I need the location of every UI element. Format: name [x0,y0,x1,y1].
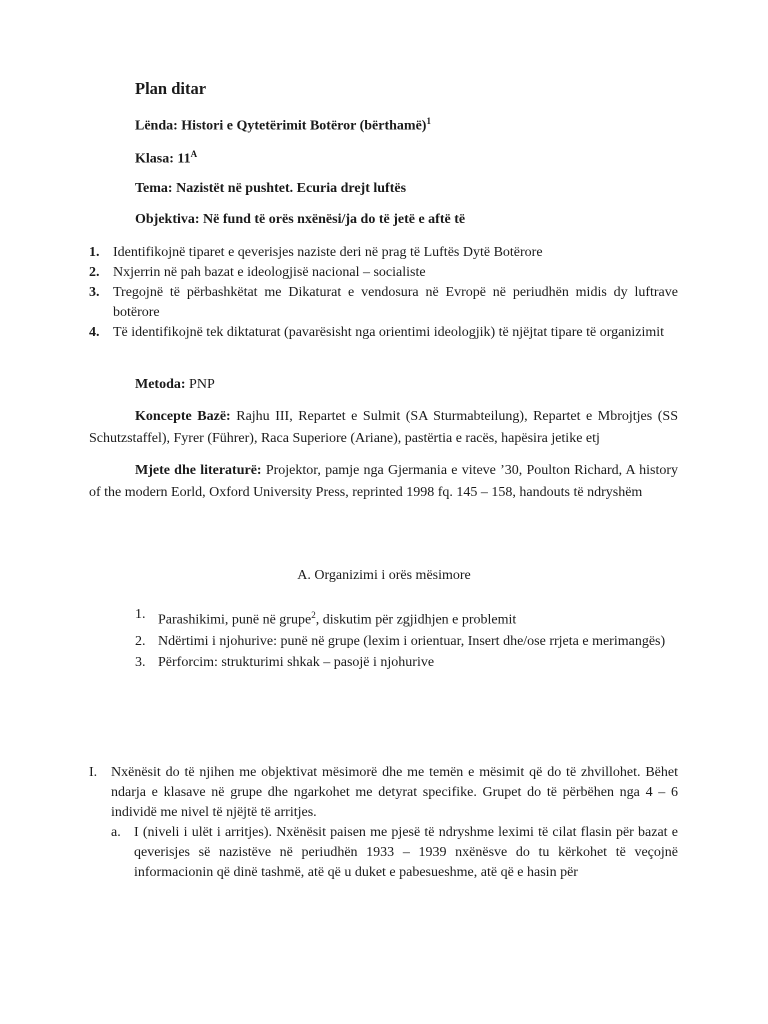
list-item [89,323,678,343]
method-text: PNP [185,377,215,392]
class-superscript: A [190,149,198,159]
item-text: Përforcim: strukturimi shkak – pasojë i njohurive [158,654,435,670]
item-letter: a. [111,825,121,840]
list-item [135,605,678,631]
item-number: 2. [135,633,146,649]
item-number: 4. [89,325,100,340]
concepts-text: Rajhu III, Repartet e Sulmit (SA Sturmabteilung), Repartet e Mbrojtjes (SS Schutzstaffel), Fyrer (Führer), Raca Superiore (Ariane), pastërtia e racës, hapësira jetike etj [89,409,678,446]
resources-label: Mjete dhe literaturë: [135,463,262,478]
item-text-rest: , diskutim për zgjidhjen e problemit [315,612,517,628]
list-item [89,243,678,263]
item-text: Parashikimi, punë në grupe [158,612,312,628]
footnote-ref: 2 [311,610,316,620]
concepts-label: Koncepte Bazë: [135,409,231,424]
activity-list [89,763,678,883]
objectives-list [89,243,678,343]
subject-footnote-ref: 1 [426,116,431,126]
class-line [135,149,197,168]
item-text: Nxjerrin në pah bazat e ideologjisë nacional – socialiste [113,265,426,280]
item-number: 1. [89,245,100,260]
concepts-paragraph [89,406,678,450]
class-text: Klasa: 11 [135,151,191,167]
item-text: Identifikojnë tiparet e qeverisjes naziste deri në prag të Luftës Dytë Botërore [113,245,543,260]
page-title: Plan ditar [135,79,207,98]
subject-line [135,116,431,135]
sub-list-item [111,823,678,883]
subject-text: Lënda: Histori e Qytetërimit Botëror (bërthamë) [135,118,427,134]
item-text: Nxënësit do të njihen me objektivat mësimorë dhe me temën e mësimit që do të zhvillohet. Bëhet ndarja e klasave në grupe dhe ngarkohet me detyrat specifike. Grupet do të përbëhen nga 4 – 6 individë me nivel të njëjtë të arritjes. [111,765,678,820]
list-item [89,283,678,323]
section-heading: A. Organizimi i orës mësimore [297,568,471,583]
objectives-heading: Objektiva: Në fund të orës nxënësi/ja do të jetë e aftë të [135,212,466,227]
item-number: I. [89,765,98,780]
resources-text: Projektor, pamje nga Gjermania e viteve ’30, Poulton Richard, A history of the modern Eorld, Oxford University Press, reprinted 1998 fq. 145 – 158, handouts të ndryshëm [89,463,678,500]
organization-list [135,605,678,674]
item-number: 2. [89,265,100,280]
list-item [89,263,678,283]
item-number: 3. [135,654,146,670]
method-line [135,374,678,396]
list-item [89,763,678,883]
item-text: I (niveli i ulët i arritjes). Nxënësit paisen me pjesë të ndryshme leximi të cilat flasin për bazat e qeverisjes së nazistëve në periudhën 1933 – 1939 nxënësve do tu kërkohet të veçojnë informacionin që dinë tashmë, atë që u duket e pabesueshme, atë që e hasin për [134,825,678,880]
list-item [135,632,678,652]
topic-line: Tema: Nazistët në pushtet. Ecuria drejt luftës [135,181,407,196]
item-text: Të identifikojnë tek diktaturat (pavarësisht nga orientimi ideologjik) të njëjtat tipare të organizimit [113,325,665,340]
item-number: 3. [89,285,100,300]
item-text: Ndërtimi i njohurive: punë në grupe (lexim i orientuar, Insert dhe/ose rrjeta e merimangës) [158,633,666,649]
resources-paragraph [89,460,678,504]
method-label: Metoda: [135,377,186,392]
item-number: 1. [135,607,146,622]
list-item [135,653,678,673]
item-text: Tregojnë të përbashkëtat me Dikaturat e vendosura në Evropë në periudhën midis dy luftrave botërore [113,285,678,320]
